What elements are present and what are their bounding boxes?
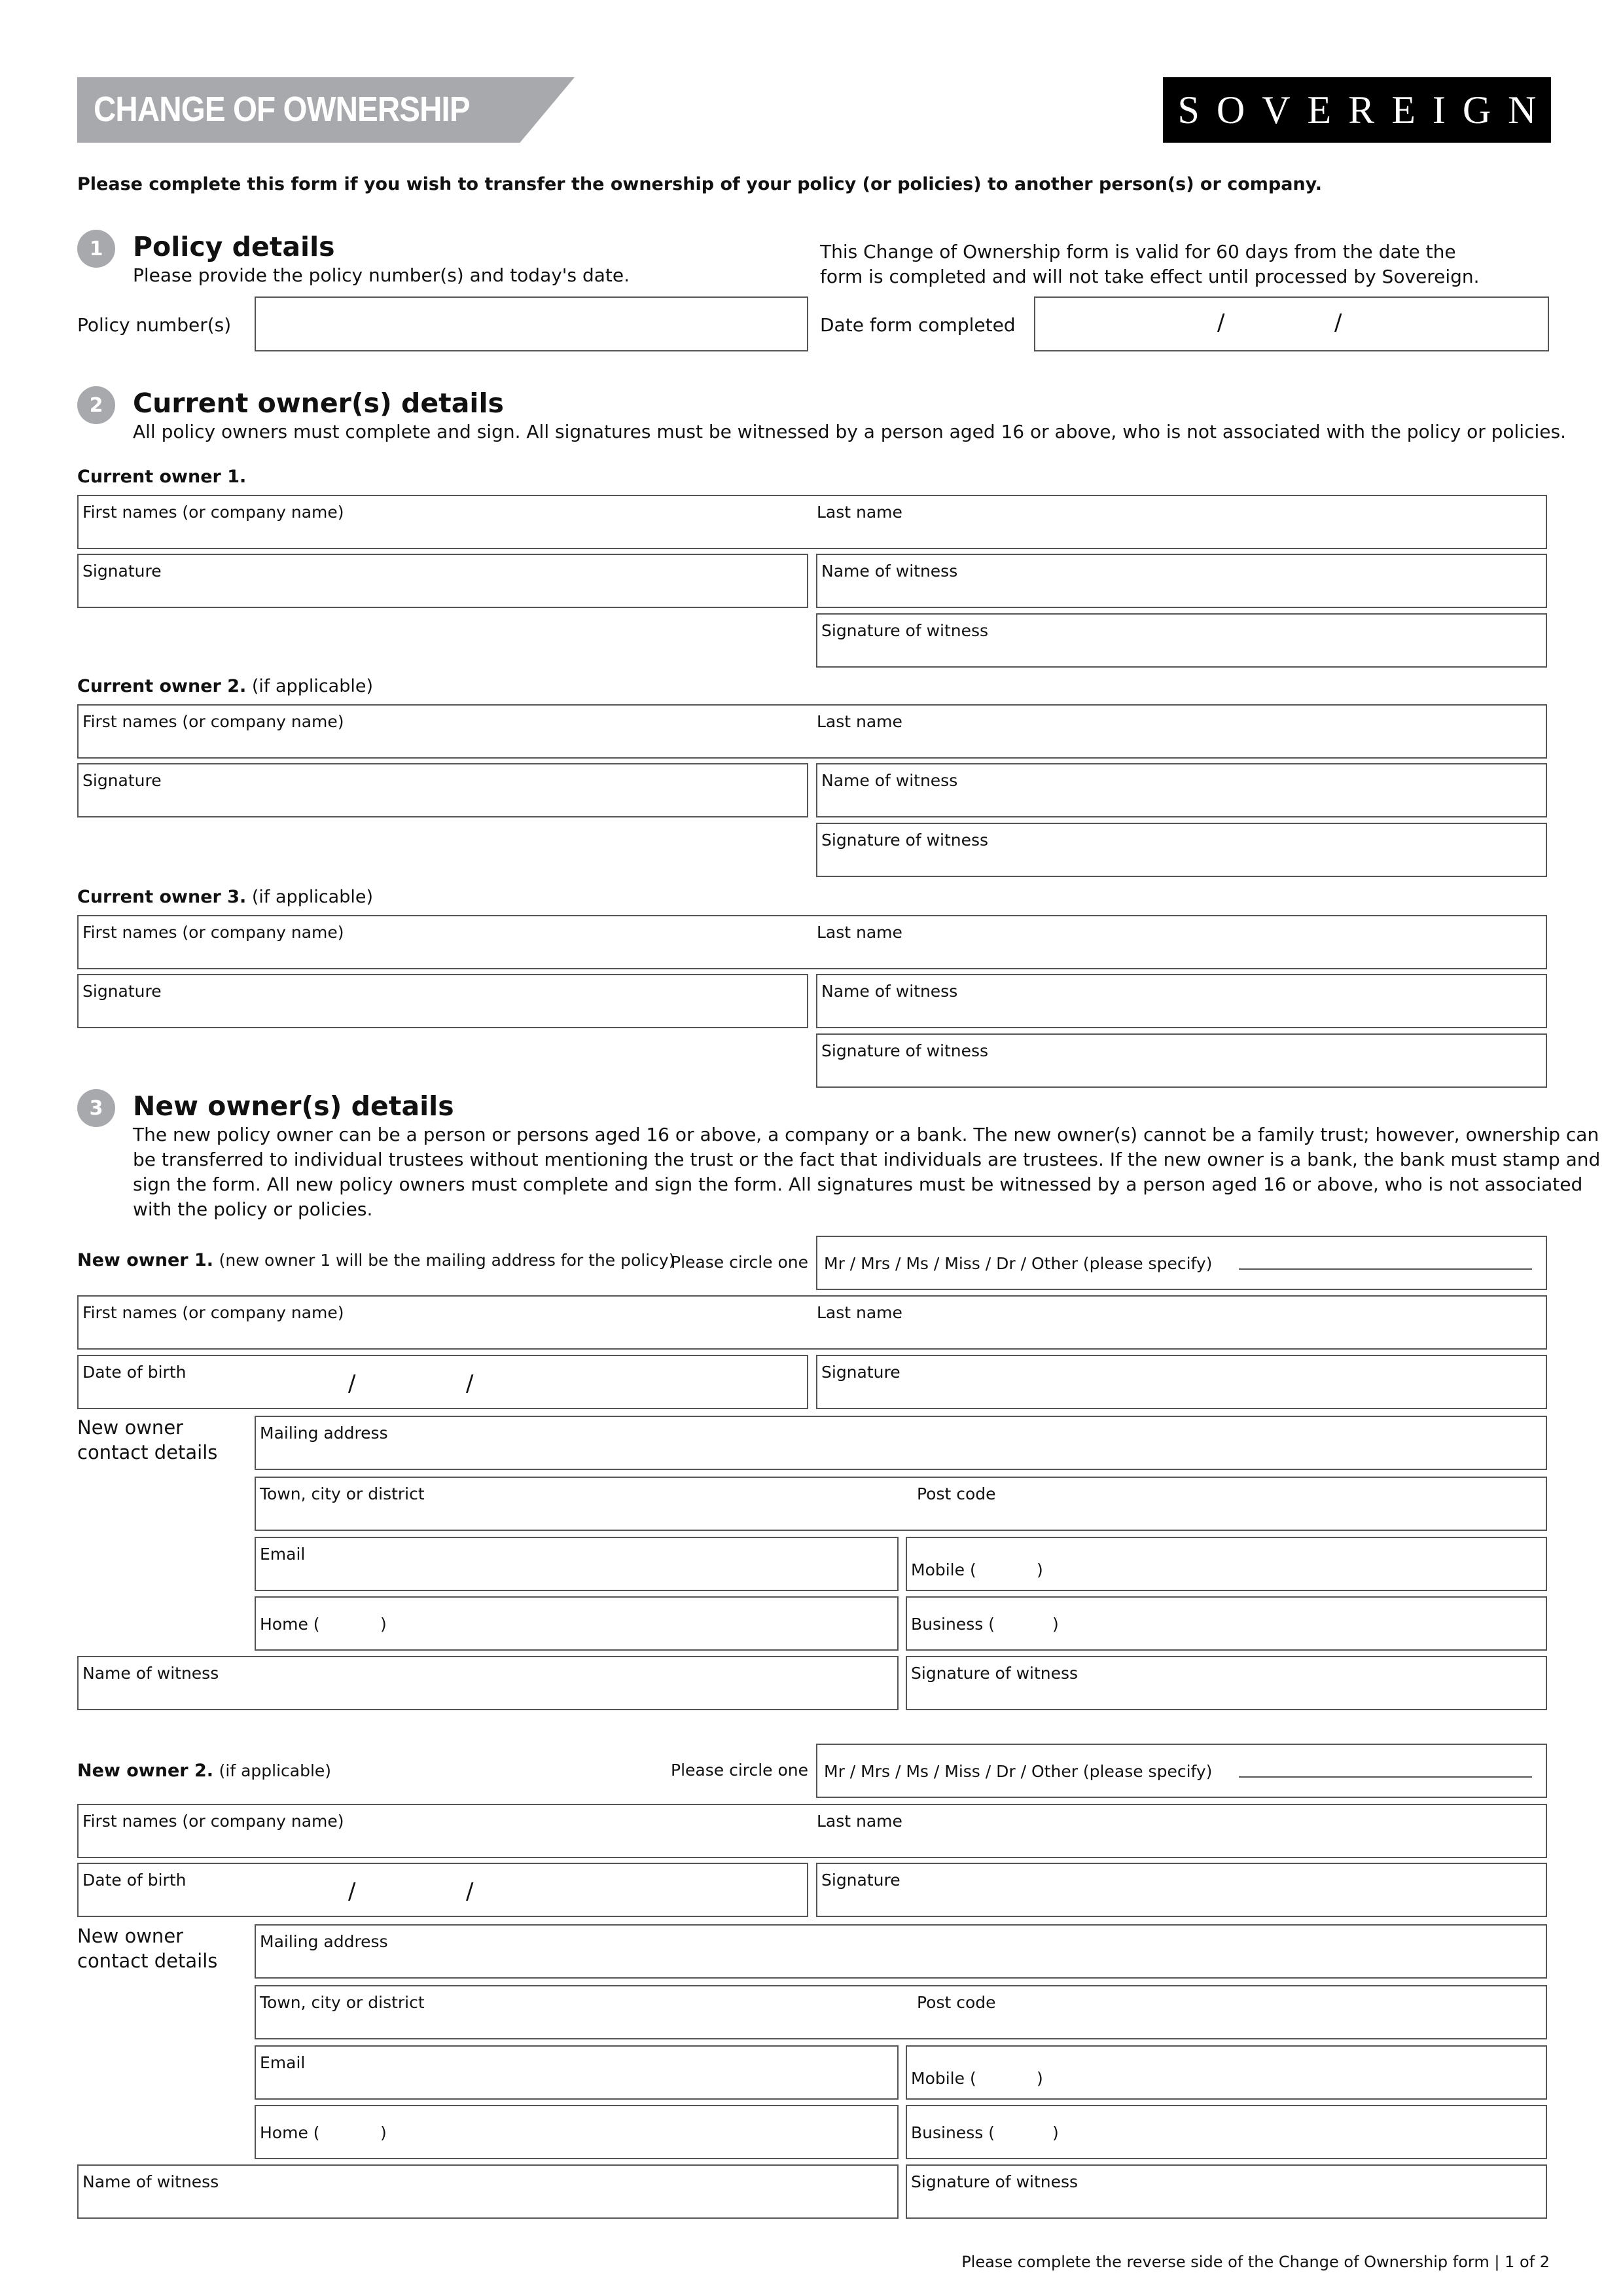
date-of-birth-label: Date of birth xyxy=(82,1871,187,1890)
new-owner-1-names-field[interactable] xyxy=(77,1295,1547,1350)
new-owner-1-mobile-field[interactable] xyxy=(906,1537,1547,1591)
close-paren: ) xyxy=(380,2123,387,2142)
witness-signature-label: Signature of witness xyxy=(821,831,989,850)
validity-note-line-1: This Change of Ownership form is valid for 60 days from the date the xyxy=(820,241,1456,262)
witness-signature-label: Signature of witness xyxy=(821,1041,989,1060)
new-owner-2-town-field[interactable] xyxy=(255,1985,1547,2039)
close-paren: ) xyxy=(1052,1615,1059,1634)
signature-label: Signature xyxy=(821,1363,901,1382)
new-owner-1-title-field[interactable] xyxy=(816,1236,1547,1290)
intro-text: Please complete this form if you wish to transfer the ownership of your policy (or policies) to another person(s) or company. xyxy=(77,174,1323,194)
witness-name-label: Name of witness xyxy=(82,1664,219,1683)
new-owner-2-dob-field[interactable] xyxy=(77,1863,808,1917)
new-owner-1-business-field[interactable] xyxy=(906,1596,1547,1651)
signature-label: Signature xyxy=(82,562,162,581)
last-name-label: Last name xyxy=(817,1812,902,1831)
home-label: Home ( xyxy=(260,1615,320,1634)
date-separator: / xyxy=(348,1878,356,1905)
witness-name-label: Name of witness xyxy=(821,771,958,790)
new-owner-2-mailing-address-field[interactable] xyxy=(255,1924,1547,1979)
post-code-label: Post code xyxy=(917,1993,996,2012)
new-owner-2-mobile-field[interactable] xyxy=(906,2045,1547,2100)
first-names-label: First names (or company name) xyxy=(82,1812,344,1831)
new-owner-2-title-field[interactable] xyxy=(816,1744,1547,1798)
date-completed-field[interactable] xyxy=(1034,296,1549,351)
current-owner-1-heading: Current owner 1. xyxy=(77,467,247,487)
section-title-new-owners: New owner(s) details xyxy=(133,1090,454,1122)
new-owner-1-email-field[interactable] xyxy=(255,1537,899,1591)
current-owner-1-signature-field[interactable] xyxy=(77,554,808,608)
new-owner-1-witness-signature-field[interactable] xyxy=(906,1656,1547,1710)
specify-line[interactable] xyxy=(1239,1268,1532,1270)
last-name-label: Last name xyxy=(817,1303,902,1322)
witness-signature-label: Signature of witness xyxy=(911,2172,1079,2191)
new-owner-2-witness-name-field[interactable] xyxy=(77,2164,899,2219)
current-owner-1-witness-name-field[interactable] xyxy=(816,554,1547,608)
last-name-label: Last name xyxy=(817,923,902,942)
current-owner-2-names-field[interactable] xyxy=(77,704,1547,759)
date-separator: / xyxy=(1334,310,1342,336)
new-owner-1-dob-field[interactable] xyxy=(77,1355,808,1409)
business-label: Business ( xyxy=(911,1615,995,1634)
new-owner-1-home-field[interactable] xyxy=(255,1596,899,1651)
first-names-label: First names (or company name) xyxy=(82,923,344,942)
new-owner-1-heading: New owner 1. (new owner 1 will be the mailing address for the policy) xyxy=(77,1250,675,1270)
last-name-label: Last name xyxy=(817,712,902,731)
page-footer: Please complete the reverse side of the Change of Ownership form | 1 of 2 xyxy=(961,2253,1550,2271)
last-name-label: Last name xyxy=(817,503,902,522)
close-paren: ) xyxy=(380,1615,387,1634)
new-owner-1-contact-label: New owner contact details xyxy=(77,1416,218,1463)
new-owner-2-contact-label: New owner contact details xyxy=(77,1925,218,1972)
mobile-label: Mobile ( xyxy=(911,2069,976,2088)
new-owner-2-home-field[interactable] xyxy=(255,2105,899,2159)
brand-name: SOVEREIGN xyxy=(1177,88,1554,132)
close-paren: ) xyxy=(1037,2069,1043,2088)
current-owner-3-signature-field[interactable] xyxy=(77,974,808,1028)
town-label: Town, city or district xyxy=(260,1993,425,2012)
witness-signature-label: Signature of witness xyxy=(911,1664,1079,1683)
specify-line[interactable] xyxy=(1239,1776,1532,1778)
policy-number-field[interactable] xyxy=(255,296,808,351)
title-options[interactable]: Mr / Mrs / Ms / Miss / Dr / Other (please specify) xyxy=(824,1762,1213,1781)
post-code-label: Post code xyxy=(917,1484,996,1503)
section-subtitle-current-owners: All policy owners must complete and sign. All signatures must be witnessed by a person aged 16 or above, who is not associated with the policy or policies. xyxy=(133,421,1566,442)
current-owner-3-heading: Current owner 3. (if applicable) xyxy=(77,887,374,907)
current-owner-3-witness-name-field[interactable] xyxy=(816,974,1547,1028)
section-number-2: 2 xyxy=(77,386,115,424)
witness-name-label: Name of witness xyxy=(821,562,958,581)
date-completed-label: Date form completed xyxy=(820,314,1016,336)
page-title: CHANGE OF OWNERSHIP xyxy=(94,90,470,129)
mobile-label: Mobile ( xyxy=(911,1560,976,1579)
mailing-address-label: Mailing address xyxy=(260,1932,388,1951)
new-owner-2-witness-signature-field[interactable] xyxy=(906,2164,1547,2219)
section-title-current-owners: Current owner(s) details xyxy=(133,387,504,419)
policy-number-label: Policy number(s) xyxy=(77,314,232,336)
business-label: Business ( xyxy=(911,2123,995,2142)
current-owner-2-signature-field[interactable] xyxy=(77,763,808,817)
witness-signature-label: Signature of witness xyxy=(821,621,989,640)
date-separator: / xyxy=(466,1371,474,1397)
signature-label: Signature xyxy=(82,982,162,1001)
witness-name-label: Name of witness xyxy=(82,2172,219,2191)
circle-one-label: Please circle one xyxy=(671,1253,809,1272)
sovereign-logo xyxy=(1163,77,1554,143)
first-names-label: First names (or company name) xyxy=(82,503,344,522)
current-owner-3-witness-signature-field[interactable] xyxy=(816,1033,1547,1088)
new-owner-2-business-field[interactable] xyxy=(906,2105,1547,2159)
new-owner-1-town-field[interactable] xyxy=(255,1477,1547,1531)
date-of-birth-label: Date of birth xyxy=(82,1363,187,1382)
current-owner-2-witness-signature-field[interactable] xyxy=(816,823,1547,877)
town-label: Town, city or district xyxy=(260,1484,425,1503)
section-subtitle-policy-details: Please provide the policy number(s) and today's date. xyxy=(133,264,630,286)
first-names-label: First names (or company name) xyxy=(82,1303,344,1322)
current-owner-2-heading: Current owner 2. (if applicable) xyxy=(77,676,374,696)
date-separator: / xyxy=(466,1878,474,1905)
section-title-policy-details: Policy details xyxy=(133,231,335,262)
close-paren: ) xyxy=(1052,2123,1059,2142)
new-owner-2-names-field[interactable] xyxy=(77,1804,1547,1858)
home-label: Home ( xyxy=(260,2123,320,2142)
current-owner-1-names-field[interactable] xyxy=(77,495,1547,549)
mailing-address-label: Mailing address xyxy=(260,1424,388,1443)
signature-label: Signature xyxy=(82,771,162,790)
witness-name-label: Name of witness xyxy=(821,982,958,1001)
date-separator: / xyxy=(1217,310,1225,336)
signature-label: Signature xyxy=(821,1871,901,1890)
section-number-1: 1 xyxy=(77,230,115,268)
new-owner-2-signature-field[interactable] xyxy=(816,1863,1547,1917)
date-separator: / xyxy=(348,1371,356,1397)
first-names-label: First names (or company name) xyxy=(82,712,344,731)
validity-note-line-2: form is completed and will not take effect until processed by Sovereign. xyxy=(820,266,1480,287)
new-owner-1-mailing-address-field[interactable] xyxy=(255,1416,1547,1470)
email-label: Email xyxy=(260,2053,306,2072)
current-owner-1-witness-signature-field[interactable] xyxy=(816,613,1547,668)
new-owner-2-heading: New owner 2. (if applicable) xyxy=(77,1761,332,1781)
close-paren: ) xyxy=(1037,1560,1043,1579)
new-owner-2-email-field[interactable] xyxy=(255,2045,899,2100)
circle-one-label: Please circle one xyxy=(671,1761,809,1780)
new-owner-1-signature-field[interactable] xyxy=(816,1355,1547,1409)
email-label: Email xyxy=(260,1545,306,1564)
title-options[interactable]: Mr / Mrs / Ms / Miss / Dr / Other (please specify) xyxy=(824,1254,1213,1273)
current-owner-3-names-field[interactable] xyxy=(77,915,1547,969)
new-owner-1-witness-name-field[interactable] xyxy=(77,1656,899,1710)
current-owner-2-witness-name-field[interactable] xyxy=(816,763,1547,817)
section-number-3: 3 xyxy=(77,1089,115,1127)
section-subtitle-new-owners: The new policy owner can be a person or persons aged 16 or above, a company or a bank. The new owner(s) cannot be a family trust; however, ownership can be transferred to individual trustees without mentioning the trust or the fact that individuals are trustees. If the new owner is a bank, the bank must stamp and sign the form. All new policy owners must complete and sign the form. All signatures must be witnessed by a person aged 16 or above, who is not associated with the policy or policies. xyxy=(133,1124,1601,1220)
